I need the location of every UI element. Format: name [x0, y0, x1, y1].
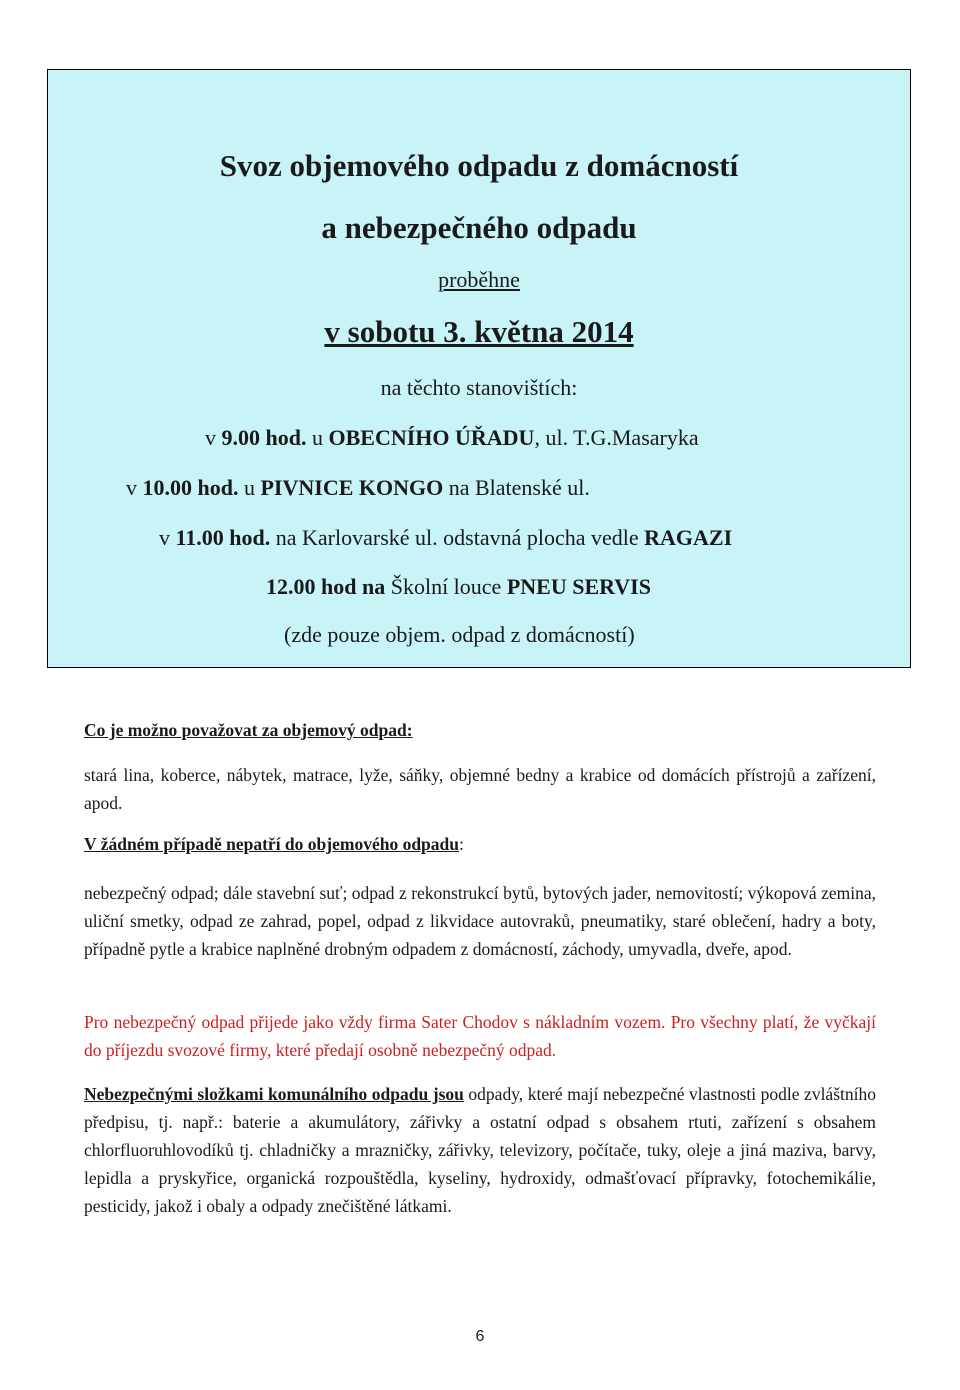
hazardous-components-paragraph: [84, 1080, 876, 1220]
collection-date: v sobotu 3. května 2014: [324, 314, 634, 349]
excluded-waste-heading: V žádném případě nepatří do objemového odpadu:: [84, 834, 464, 854]
location-1: v 9.00 hod. u OBECNÍHO ÚŘADU, ul. T.G.Masaryka: [205, 425, 699, 450]
hazardous-components-heading: Nebezpečnými složkami komunálního odpadu jsou: [84, 1084, 464, 1104]
notice-box: [47, 69, 911, 668]
notice-title-line1: Svoz objemového odpadu z domácností: [219, 148, 739, 183]
excluded-waste-text: nebezpečný odpad; dále stavební suť; odpad z rekonstrukcí bytů, bytových jader, nemovitostí; výkopová zemina, uliční smetky, odpad ze zahrad, popel, odpad z likvidace autovraků, pneumatiky, staré oblečení, hadry a boty, případně pytle a krabice naplněné drobným odpadem z domácností, záchody, umyvadla, dveře, apod.: [84, 883, 876, 959]
locations-intro: na těchto stanovištích:: [380, 375, 578, 400]
notice-title-line2: a nebezpečného odpadu: [321, 210, 637, 245]
will-take-place: proběhne: [438, 267, 520, 292]
bulky-waste-heading: Co je možno považovat za objemový odpad:: [84, 720, 413, 740]
location-note: (zde pouze objem. odpad z domácností): [284, 622, 635, 647]
bulky-waste-text: stará lina, koberce, nábytek, matrace, lyže, sáňky, objemné bedny a krabice od domácích přístrojů a zařízení, apod.: [84, 765, 876, 813]
page-number: 6: [475, 1328, 485, 1345]
hazardous-collection-notice: Pro nebezpečný odpad přijede jako vždy firma Sater Chodov s nákladním vozem. Pro všechny platí, že vyčkají do příjezdu svozové firmy, které předají osobně nebezpečný odpad.: [84, 1012, 876, 1060]
location-3: v 11.00 hod. na Karlovarské ul. odstavná plocha vedle RAGAZI: [159, 525, 733, 550]
location-4: 12.00 hod na Školní louce PNEU SERVIS: [266, 574, 651, 599]
hazardous-components-text: odpady, které mají nebezpečné vlastnosti podle zvláštního předpisu, tj. např.: baterie a akumulátory, zářivky a ostatní odpad s obsahem rtuti, zařízení s obsahem chlorfluoruhlovodíků tj. chladničky a mrazničky, zářivky, televizory, počítače, tuky, oleje a jiná maziva, barvy, lepidla a pryskyřice, organická rozpouštědla, kyseliny, hydroxidy, odmašťovací přípravky, fotochemikálie, pesticidy, jakož i obaly a odpady znečištěné látkami.: [84, 1084, 876, 1216]
location-2: v 10.00 hod. u PIVNICE KONGO na Blatenské ul.: [126, 475, 590, 500]
